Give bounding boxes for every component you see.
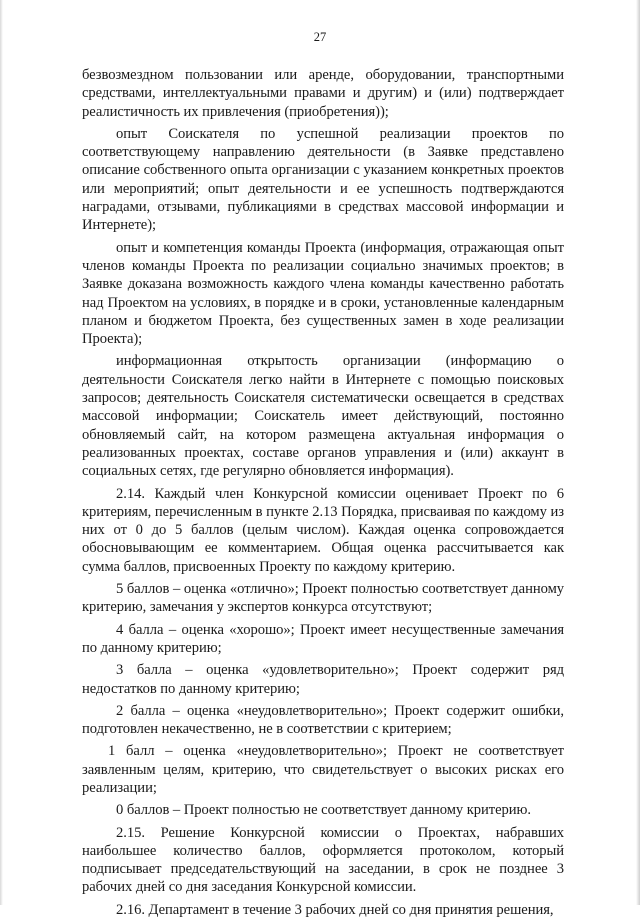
scan-edge-right — [636, 0, 640, 905]
page-number: 27 — [313, 30, 327, 44]
scan-edge-left — [0, 0, 3, 905]
paragraph-resources-continuation: безвозмездном пользовании или аренде, оборудовании, транспортными средствами, интеллектуальными правами и другим) и (или) подтверждает реалистичность их привлечения (приобретения)); — [82, 67, 564, 120]
paragraph-clause-2-16: 2.16. Департамент в течение 3 рабочих дней со дня принятия решения, — [116, 901, 554, 918]
paragraph-score-2: 2 балла – оценка «неудовлетворительно»; Проект содержит ошибки, подготовлен некачественно, не в соответствии с критерием; — [82, 702, 564, 738]
paragraph-information-openness: информационная открытость организации (информацию о деятельности Соискателя легко найти в Интернете с помощью поисковых запросов; деятельность Соискателя систематически освещается в средствах массовой информации; Соискатель имеет действующий, постоянно обновляемый сайт, на котором размещена актуальная информация о реализованных проектах, составе органов управления и (или) аккаунт в социальных сетях, где регулярно обновляется информация). — [82, 353, 564, 480]
document-body — [82, 66, 564, 923]
paragraph-team-competence: опыт и компетенция команды Проекта (информация, отражающая опыт членов команды Проекта по реализации социально значимых проектов; в Заявке доказана возможность каждого члена команды качественно работать над Проектом на условиях, в порядке и в сроки, установленные календарным планом и бюджетом Проекта, без существенных замен в ходе реализации Проекта); — [82, 239, 564, 348]
paragraph-score-4: 4 балла – оценка «хорошо»; Проект имеет несущественные замечания по данному критерию; — [82, 621, 564, 656]
paragraph-score-3: 3 балла – оценка «удовлетворительно»; Проект содержит ряд недостатков по данному критерию; — [82, 662, 564, 697]
paragraph-score-1: 1 балл – оценка «неудовлетворительно»; Проект не соответствует заявленным целям, критерию, что свидетельствует о высоких рисках его реализации; — [82, 743, 564, 796]
paragraph-score-0: 0 баллов – Проект полностью не соответствует данному критерию. — [116, 802, 531, 819]
paragraph-clause-2-14: 2.14. Каждый член Конкурсной комиссии оценивает Проект по 6 критериям, перечисленным в пункте 2.13 Порядка, присваивая по каждому из них от 0 до 5 баллов (целым числом). Каждая оценка сопровождается обосновывающим ее комментарием. Общая оценка рассчитывается как сумма баллов, присвоенных Проекту по каждому критерию. — [82, 485, 564, 575]
paragraph-applicant-experience: опыт Соискателя по успешной реализации проектов по соответствующему направлению деятельности (в Заявке представлено описание собственного опыта организации с указанием конкретных проектов или мероприятий; опыт деятельности и ее успешность подтверждаются наградами, отзывами, публикациями в средствах массовой информации и Интернете); — [82, 125, 564, 234]
paragraph-score-5: 5 баллов – оценка «отлично»; Проект полностью соответствует данному критерию, замечания у экспертов конкурса отсутствуют; — [82, 581, 564, 616]
paragraph-clause-2-15: 2.15. Решение Конкурсной комиссии о Проектах, набравших наибольшее количество баллов, оформляется протоколом, который подписывает председательствующий на заседании, в срок не позднее 3 рабочих дней со дня заседания Конкурсной комиссии. — [82, 824, 564, 896]
